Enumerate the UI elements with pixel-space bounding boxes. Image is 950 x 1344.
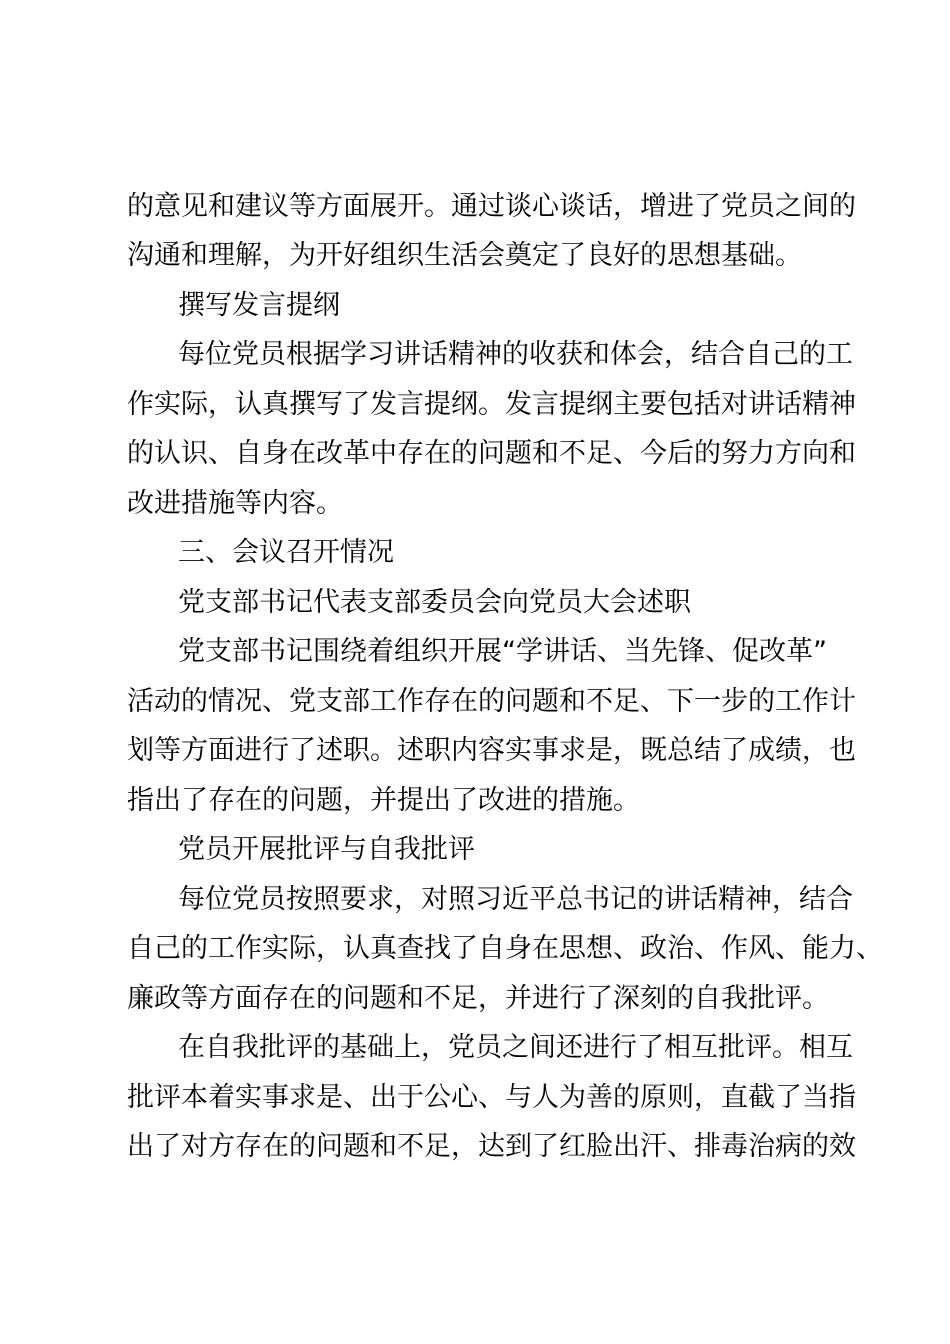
section-heading: 撰写发言提纲 [178,290,340,321]
paragraph-line: 划等方面进行了述职。述职内容实事求是，既总结了成绩，也 [127,735,856,766]
paragraph-line: 每位党员根据学习讲话精神的收获和体会，结合自己的工 [178,339,853,370]
paragraph-line: 活动的情况、党支部工作存在的问题和不足、下一步的工作计 [127,686,856,717]
paragraph-line: 廉政等方面存在的问题和不足，并进行了深刻的自我批评。 [127,983,829,1014]
paragraph-line: 指出了存在的问题，并提出了改进的措施。 [127,785,640,816]
paragraph-line: 批评本着实事求是、出于公心、与人为善的原则，直截了当指 [127,1082,856,1113]
paragraph-line: 自己的工作实际，认真查找了自身在思想、政治、作风、能力、 [127,933,883,964]
paragraph-line: 每位党员按照要求，对照习近平总书记的讲话精神，结合 [178,884,853,915]
paragraph-line: 改进措施等内容。 [127,488,343,519]
paragraph-line: 出了对方存在的问题和不足，达到了红脸出汗、排毒治病的效 [127,1131,856,1162]
paragraph-line: 的意见和建议等方面展开。通过谈心谈话，增进了党员之间的 [127,191,856,222]
paragraph-line: 党支部书记围绕着组织开展“学讲话、当先锋、促改革” [178,636,827,667]
paragraph-line: 作实际，认真撰写了发言提纲。发言提纲主要包括对讲话精神 [127,389,856,420]
paragraph-line: 在自我批评的基础上，党员之间还进行了相互批评。相互 [178,1032,853,1063]
paragraph-line: 的认识、自身在改革中存在的问题和不足、今后的努力方向和 [127,438,856,469]
section-heading: 三、会议召开情况 [178,537,394,568]
section-heading: 党员开展批评与自我批评 [178,834,475,865]
paragraph-line: 沟通和理解，为开好组织生活会奠定了良好的思想基础。 [127,240,802,271]
section-heading: 党支部书记代表支部委员会向党员大会述职 [178,587,691,618]
